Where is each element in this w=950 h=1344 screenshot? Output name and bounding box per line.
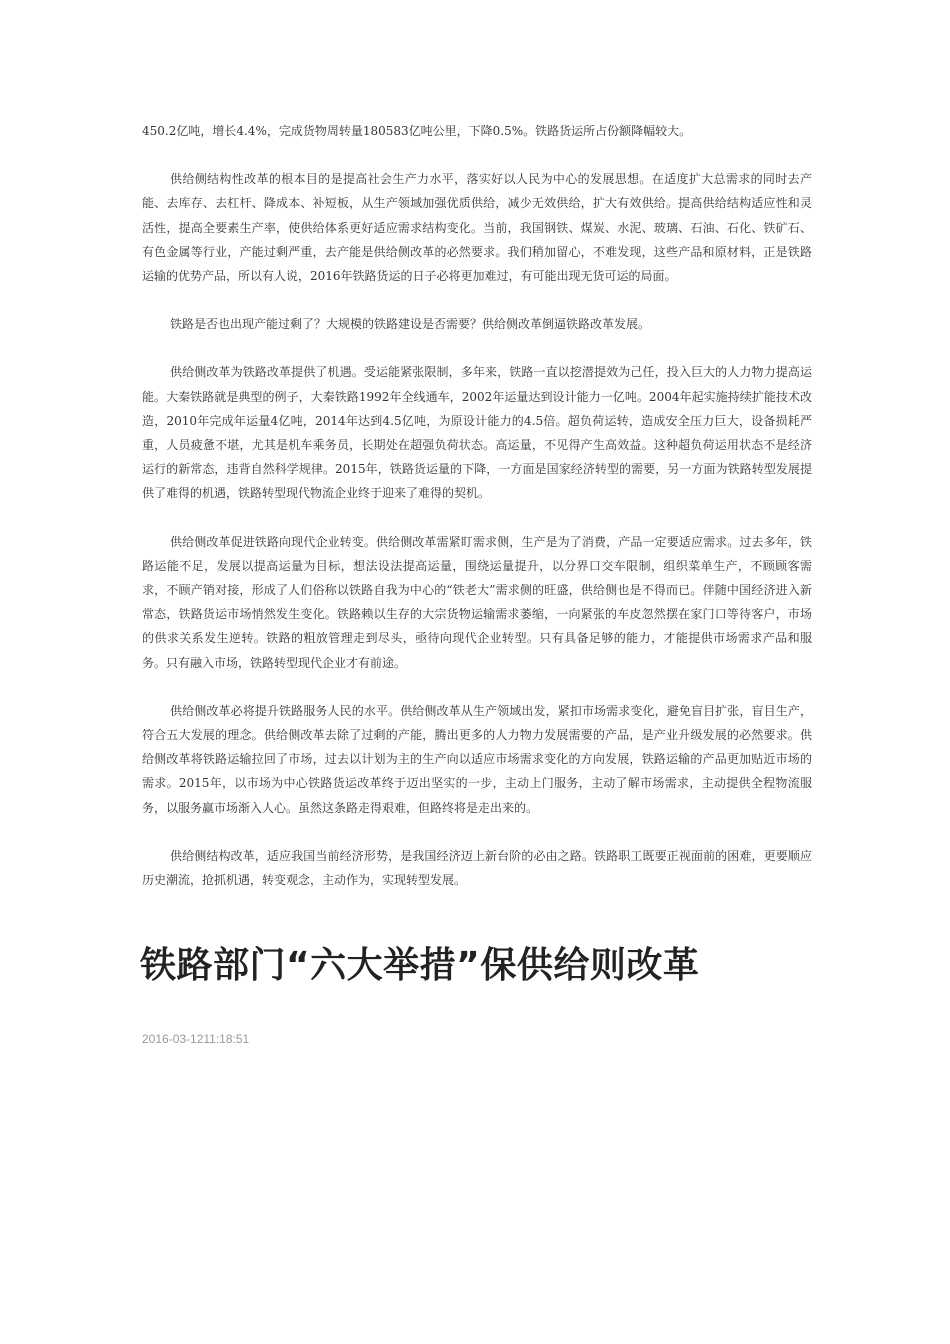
paragraph-supply-side-purpose: 供给侧结构性改革的根本目的是提高社会生产力水平，落实好以人民为中心的发展思想。在适度扩大总需求的同时去产能、去库存、去杠杆、降成本、补短板，从生产领域加强优质供给，减少无效供给，扩大有效供给。提高供给结构适应性和灵活性，提高全要素生产率，使供给体系更好适应需求结构变化。当前，我国钢铁、煤炭、水泥、玻璃、石油、石化、铁矿石、有色金属等行业，产能过剩严重，去产能是供给侧改革的必然要求。我们稍加留心，不难发现，这些产品和原材料，正是铁路运输的优势产品，所以有人说，2016年铁路货运的日子必将更加难过，有可能出现无货可运的局面。 xyxy=(142,172,812,284)
article-body xyxy=(142,119,812,1046)
paragraph-conclusion: 供给侧结构改革，适应我国当前经济形势，是我国经济迈上新台阶的必由之路。铁路职工既要正视面前的困难，更要顺应历史潮流，抢抓机遇，转变观念，主动作为，实现转型发展。 xyxy=(142,848,812,888)
paragraph-modern-enterprise: 供给侧改革促进铁路向现代企业转变。供给侧改革需紧盯需求侧，生产是为了消费，产品一定要适应需求。过去多年，铁路运能不足，发展以提高运量为目标，想法设法提高运量，围绕运量提升，以分界口交车限制，组织菜单生产，不顾顾客需求，不顾产销对接，形成了人们俗称以铁路自我为中心的“铁老大”需求侧的旺盛，供给侧也是不得而已。伴随中国经济进入新常态，铁路货运市场悄然发生变化。铁路赖以生存的大宗货物运输需求萎缩，一向紧张的车皮忽然摆在家门口等待客户，市场的供求关系发生逆转。铁路的粗放管理走到尽头，亟待向现代企业转型。只有具备足够的能力，才能提供市场需求产品和服务。只有融入市场，铁路转型现代企业才有前途。 xyxy=(142,534,812,670)
paragraph-overcapacity-question: 铁路是否也出现产能过剩了？大规模的铁路建设是否需要？供给侧改革倒逼铁路改革发展。 xyxy=(170,317,651,332)
article-headline: 铁路部门“六大举措”保供给则改革 xyxy=(140,945,700,987)
paragraph-reform-opportunity: 供给侧改革为铁路改革提供了机遇。受运能紧张限制，多年来，铁路一直以挖潜提效为己任，投入巨大的人力物力提高运能。大秦铁路就是典型的例子，大秦铁路1992年全线通车，2002年运量达到设计能力一亿吨。2004年起实施持续扩能技术改造，2010年完成年运量4亿吨，2014年达到4.5亿吨，为原设计能力的4.5倍。超负荷运转，造成安全压力巨大，设备损耗严重，人员疲惫不堪，尤其是机车乘务员，长期处在超强负荷状态。高运量，不见得产生高效益。这种超负荷运用状态不是经济运行的新常态，违背自然科学规律。2015年，铁路货运量的下降，一方面是国家经济转型的需要，另一方面为铁路转型发展提供了难得的机遇，铁路转型现代物流企业终于迎来了难得的契机。 xyxy=(142,365,812,501)
paragraph-service-level: 供给侧改革必将提升铁路服务人民的水平。供给侧改革从生产领域出发，紧扣市场需求变化，避免盲目扩张，盲目生产，符合五大发展的理念。供给侧改革去除了过剩的产能，腾出更多的人力物力发展需要的产品，是产业升级发展的必然要求。供给侧改革将铁路运输拉回了市场，过去以计划为主的生产向以适应市场需求变化的方向发展，铁路运输的产品更加贴近市场的需求。2015年，以市场为中心铁路货运改革终于迈出坚实的一步，主动上门服务，主动了解市场需求，主动提供全程物流服务，以服务赢市场渐入人心。虽然这条路走得艰难，但路终将是走出来的。 xyxy=(142,703,812,815)
publish-timestamp: 2016-03-1211:18:51 xyxy=(142,1032,250,1047)
paragraph-continuation: 450.2亿吨，增长4.4%，完成货物周转量180583亿吨公里，下降0.5%。铁路货运所占份额降幅较大。 xyxy=(142,124,692,138)
